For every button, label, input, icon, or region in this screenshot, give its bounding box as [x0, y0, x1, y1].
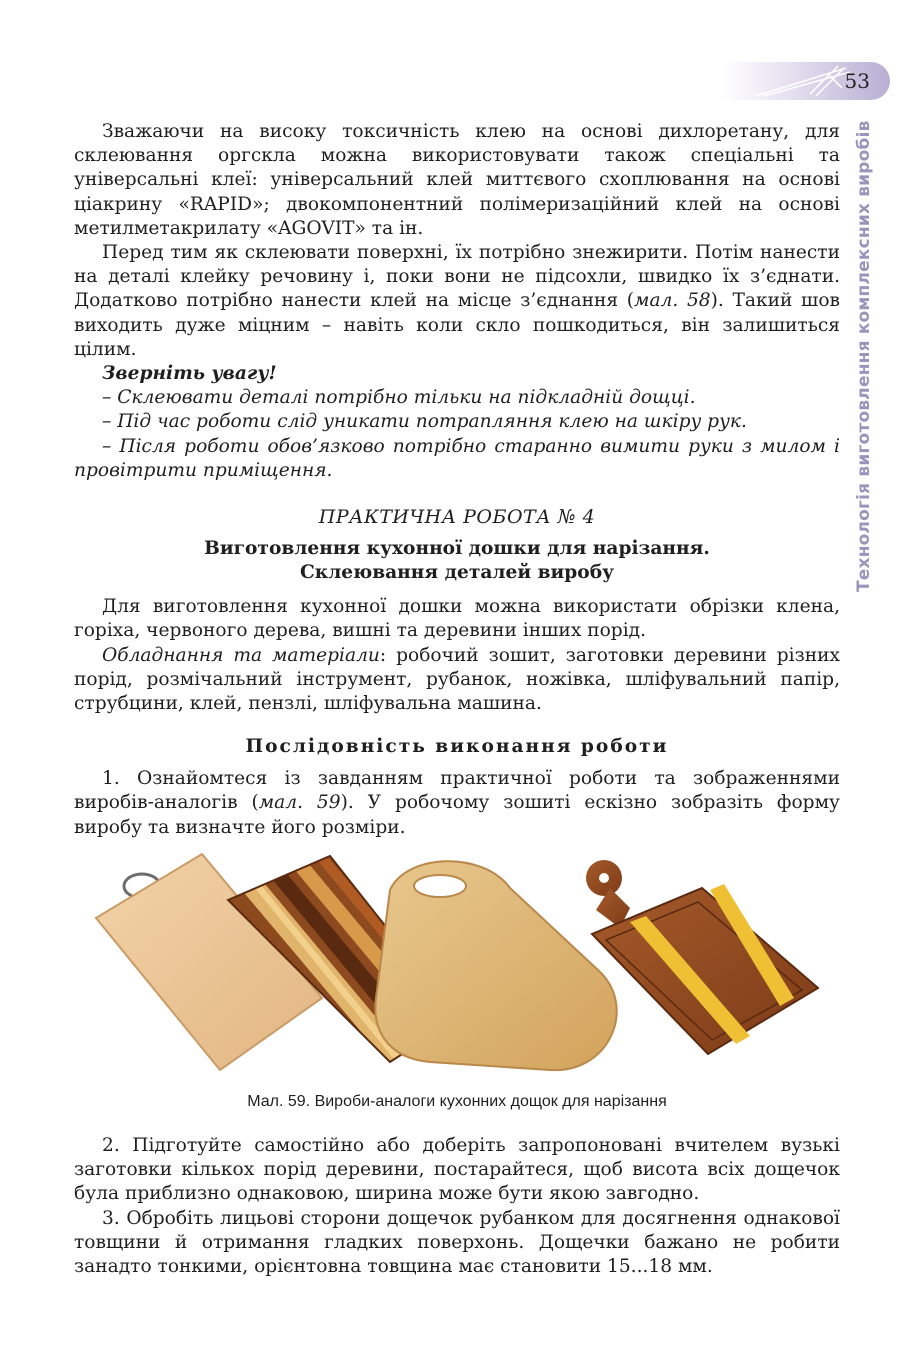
step-2: 2. Підготуйте самостійно або доберіть запропоновані вчителем вузькі заготовки кількох порід деревини, постарайтеся, щоб висота всіх дощечок була приблизно однаковою, ширина може бути якою завгодно. [74, 1135, 840, 1205]
warning-item-3: – Після роботи обов’язково потрібно старанно вимити руки з милом і провітрити приміщення. [74, 435, 840, 481]
figure-ref-59: мал. 59 [258, 792, 341, 814]
figure-caption: Мал. 59. Вироби-аналоги кухонних дощок для нарізання [247, 1093, 667, 1110]
intro-block [74, 120, 840, 483]
page-number: 53 [844, 69, 870, 93]
equipment-text: : робочий зошит, заготовки деревини різних порід, розмічальний інструмент, рубанок, ножівка, шліфувальний папір, струбцини, клей, пензлі, шліфувальна машина. [74, 644, 840, 715]
step-1 [74, 767, 840, 840]
step-3: 3. Обробіть лицьові сторони дощечок рубанком для досягнення однакової товщини й отримання гладких поверхонь. Дощечки бажано не робити занадто тонкими, орієнтовна товщина має становити 15...18 мм. [74, 1207, 840, 1278]
page-number-tab [722, 62, 890, 100]
step-1-text-end: ). У робочому зошиті ескізно зобразіть форму виробу та визначте його розміри. [74, 792, 840, 838]
equipment-label: Обладнання та матеріали [102, 644, 380, 666]
pencil-ruler-icon [750, 64, 860, 98]
cutting-boards-figure [90, 848, 830, 1080]
sequence-title: Послідовність виконання роботи [245, 736, 669, 757]
step-1-text: 1. Ознайомтеся із завданням практичної роботи та зображеннями виробів-аналогів ( [74, 768, 840, 814]
warning-item-1: – Склеювати деталі потрібно тільки на підкладній дощці. [102, 387, 696, 409]
intro-paragraph-2 [74, 241, 840, 362]
figure-ref-58: мал. 58 [634, 290, 711, 312]
practical-subtitle-1: Виготовлення кухонної дошки для нарізання. [204, 538, 710, 560]
warning-title: Зверніть увагу! [102, 363, 277, 385]
practical-work-title: ПРАКТИЧНА РОБОТА № 4 [318, 506, 596, 528]
equipment-paragraph [74, 644, 840, 717]
steps-block [74, 1134, 840, 1279]
paddle-board [586, 860, 818, 1054]
section-side-title: Технологія виготовлення комплексних виробів [854, 120, 874, 592]
intro-paragraph-1: Зважаючи на високу токсичність клею на основі дихлоретану, для склеювання оргскла можна використовувати також спеціальні та універсальні клеї: універсальний клей миттєвого схоплювання на основі ціакрину «RAPID»; двокомпонентний полімеризаційний клей на основі метилметакрилату «AGOVIT» та ін. [74, 121, 840, 239]
practical-subtitle-2: Склеювання деталей виробу [299, 562, 615, 584]
handle-board [375, 861, 616, 1070]
sequence-block [74, 735, 840, 840]
warning-item-2: – Під час роботи слід уникати потрапляння клею на шкіру рук. [102, 411, 747, 433]
paragraph-text: Перед тим як склеювати поверхні, їх потрібно знежирити. Потім нанести на деталі клейку речовину і, поки вони не підсохли, швидко їх з’єднати. Додатково потрібно нанести клей на місце з’єднання ( [74, 242, 840, 312]
practical-paragraph-1: Для виготовлення кухонної дошки можна використати обрізки клена, горіха, червоного дерева, вишні та деревини інших порід. [74, 596, 840, 642]
paragraph-text-end: ). Такий шов виходить дуже міцним – навіть коли скло пошкодиться, він залишиться цілим. [74, 290, 840, 360]
practical-work-block [74, 505, 840, 716]
